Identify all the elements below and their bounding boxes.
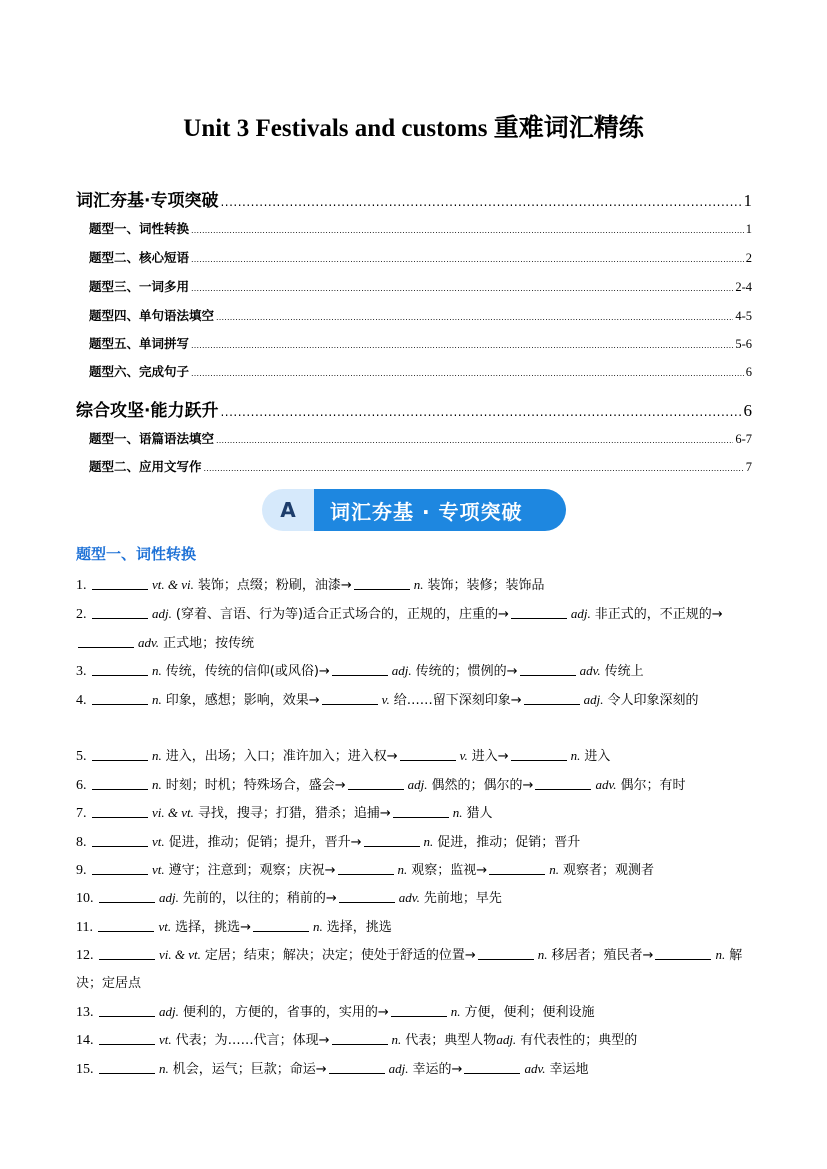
- toc-entry[interactable]: [89, 306, 752, 324]
- toc-page-number: 6: [745, 365, 752, 379]
- toc-page-number: 2: [745, 251, 752, 265]
- exercise-item: [76, 571, 752, 600]
- definition-text: 印象，感想；影响，效果→: [165, 693, 320, 708]
- definition-text: 非正式的，不正规的→: [594, 607, 723, 622]
- exercise-item: [76, 686, 752, 715]
- part-of-speech: n.: [152, 748, 162, 763]
- part-of-speech: n.: [152, 692, 162, 707]
- exercise-item: [76, 998, 752, 1027]
- section-banner: [262, 489, 566, 531]
- answer-blank[interactable]: [391, 1002, 447, 1017]
- item-number: 11.: [76, 920, 97, 935]
- definition-text: 给……留下深刻印象→: [393, 693, 522, 708]
- item-number: 9.: [76, 863, 90, 878]
- toc-entry[interactable]: [89, 248, 752, 266]
- answer-blank[interactable]: [99, 945, 155, 960]
- part-of-speech: adj.: [570, 606, 591, 621]
- answer-blank[interactable]: [364, 832, 420, 847]
- answer-blank[interactable]: [99, 888, 155, 903]
- definition-text: 解决；定居点: [76, 948, 743, 991]
- part-of-speech: vi. & vt.: [159, 947, 201, 962]
- definition-text: (穿着、言语、行为等)适合正式场合的，正规的，庄重的→: [175, 607, 509, 622]
- answer-blank[interactable]: [99, 1002, 155, 1017]
- definition-text: 代表；为……代言；体现→: [175, 1033, 330, 1048]
- part-of-speech: adv.: [524, 1061, 546, 1076]
- part-of-speech: n.: [313, 919, 323, 934]
- item-number: 2.: [76, 607, 90, 622]
- exercise-item: [76, 828, 752, 857]
- definition-text: 传统的；惯例的→: [415, 664, 518, 679]
- definition-text: 选择，挑选→: [175, 920, 252, 935]
- page-title: Unit 3 Festivals and customs 重难词汇精练: [183, 115, 644, 142]
- answer-blank[interactable]: [464, 1059, 520, 1074]
- definition-text: 装饰；点缀；粉刷，油漆→: [197, 578, 352, 593]
- banner-title: 词汇夯基 · 专项突破: [314, 489, 566, 531]
- item-number: 4.: [76, 693, 90, 708]
- exercise-item: [76, 1026, 752, 1055]
- part-of-speech: adv.: [138, 635, 160, 650]
- item-number: 8.: [76, 835, 90, 850]
- definition-text: 选择，挑选: [326, 920, 392, 935]
- answer-blank[interactable]: [99, 1030, 155, 1045]
- answer-blank[interactable]: [92, 775, 148, 790]
- toc-leader: [191, 284, 733, 293]
- item-number: 1.: [76, 578, 90, 593]
- part-of-speech: n.: [152, 663, 162, 678]
- exercise-item: [76, 771, 752, 800]
- definition-text: 方便，便利；便利设施: [464, 1005, 595, 1020]
- toc-leader: [220, 195, 741, 209]
- section-heading: 题型一、词性转换: [76, 545, 197, 563]
- toc-page-number: 5-6: [735, 337, 752, 351]
- definition-text: 代表；典型人物: [405, 1033, 497, 1048]
- item-number: 7.: [76, 806, 90, 821]
- definition-text: 促进，推动；促销；提升，晋升→: [168, 835, 362, 850]
- toc-label: 题型一、词性转换: [89, 221, 190, 236]
- exercise-item: [76, 941, 752, 998]
- part-of-speech: adj.: [159, 890, 179, 905]
- definition-text: 偶尔；有时: [620, 778, 686, 793]
- part-of-speech: n.: [423, 834, 434, 849]
- toc-entry[interactable]: [76, 396, 752, 421]
- part-of-speech: vt.: [158, 919, 172, 934]
- answer-blank[interactable]: [92, 860, 148, 875]
- exercise-item: [76, 884, 752, 913]
- answer-blank[interactable]: [478, 945, 534, 960]
- toc-label: 题型五、单词拼写: [89, 336, 190, 351]
- part-of-speech: n.: [537, 947, 548, 962]
- answer-blank[interactable]: [354, 575, 410, 590]
- definition-text: 移居者；殖民者→: [551, 948, 654, 963]
- toc-leader: [191, 255, 744, 264]
- part-of-speech: v.: [381, 692, 390, 707]
- toc-label: 题型二、核心短语: [89, 250, 190, 265]
- answer-blank[interactable]: [332, 661, 388, 676]
- toc-page-number: 1: [743, 191, 752, 210]
- item-number: 6.: [76, 778, 90, 793]
- toc-entry[interactable]: [89, 362, 752, 380]
- answer-blank[interactable]: [400, 746, 456, 761]
- definition-text: 正式地；按传统: [163, 636, 255, 651]
- toc-label: 题型六、完成句子: [89, 364, 190, 379]
- toc-entry[interactable]: [89, 277, 752, 295]
- answer-blank[interactable]: [524, 690, 580, 705]
- definition-text: 先前地；早先: [423, 891, 502, 906]
- definition-text: 定居；结束；解决；决定；使处于舒适的位置→: [204, 948, 476, 963]
- definition-text: 幸运的→: [412, 1062, 463, 1077]
- part-of-speech: n.: [715, 947, 726, 962]
- part-of-speech: n.: [391, 1032, 402, 1047]
- answer-blank[interactable]: [92, 803, 148, 818]
- item-number: 15.: [76, 1062, 97, 1077]
- part-of-speech: n.: [450, 1004, 461, 1019]
- toc-label: 词汇夯基·专项突破: [76, 191, 219, 211]
- item-number: 5.: [76, 749, 90, 764]
- answer-blank[interactable]: [393, 803, 449, 818]
- answer-blank[interactable]: [98, 917, 154, 932]
- toc-label: 综合攻坚·能力跃升: [76, 401, 219, 421]
- part-of-speech: v.: [459, 748, 468, 763]
- definition-text: 传统上: [604, 664, 644, 679]
- definition-text: 猎人: [466, 806, 493, 821]
- part-of-speech: adv.: [398, 890, 420, 905]
- definition-text: 有代表性的；典型的: [520, 1033, 638, 1048]
- definition-text: 令人印象深刻的: [607, 693, 699, 708]
- toc-label: 题型三、一词多用: [89, 279, 190, 294]
- answer-blank[interactable]: [348, 775, 404, 790]
- answer-blank[interactable]: [92, 746, 148, 761]
- toc-entry[interactable]: [89, 334, 752, 352]
- part-of-speech: adj.: [391, 663, 412, 678]
- answer-blank[interactable]: [92, 832, 148, 847]
- toc-entry[interactable]: [89, 219, 752, 237]
- definition-text: 进入: [584, 749, 611, 764]
- toc-page-number: 6-7: [735, 432, 752, 446]
- definition-text: 进入，出场；入口；准许加入；进入权→: [165, 749, 398, 764]
- part-of-speech: n.: [397, 862, 408, 877]
- toc-page-number: 1: [745, 222, 752, 236]
- item-number: 12.: [76, 948, 97, 963]
- toc-leader: [204, 464, 744, 473]
- answer-blank[interactable]: [99, 1059, 155, 1074]
- toc-leader: [191, 226, 744, 235]
- answer-blank[interactable]: [322, 690, 378, 705]
- definition-text: 进入→: [471, 749, 509, 764]
- toc-label: 题型四、单句语法填空: [89, 308, 215, 323]
- definition-text: 观察者；观测者: [562, 863, 654, 878]
- answer-blank[interactable]: [92, 661, 148, 676]
- toc-leader: [216, 436, 733, 445]
- answer-blank[interactable]: [92, 575, 148, 590]
- part-of-speech: adj.: [496, 1032, 517, 1047]
- definition-text: 机会，运气；巨款；命运→: [172, 1062, 327, 1077]
- answer-blank[interactable]: [329, 1059, 385, 1074]
- toc-label: 题型二、应用文写作: [89, 459, 202, 474]
- exercise-item: [76, 799, 752, 828]
- definition-text: 传统，传统的信仰(或风俗)→: [165, 664, 330, 679]
- toc-page-number: 4-5: [735, 309, 752, 323]
- item-number: 3.: [76, 664, 90, 679]
- definition-text: 时刻；时机；特殊场合，盛会→: [165, 778, 346, 793]
- answer-blank[interactable]: [520, 661, 576, 676]
- toc-entry[interactable]: [89, 457, 752, 475]
- part-of-speech: adj.: [388, 1061, 409, 1076]
- part-of-speech: adj.: [407, 777, 428, 792]
- exercise-item: [76, 856, 752, 885]
- banner-letter: A: [262, 489, 314, 531]
- part-of-speech: vt.: [152, 862, 165, 877]
- toc-entry[interactable]: [76, 186, 752, 211]
- definition-text: 幸运地: [549, 1062, 589, 1077]
- part-of-speech: n.: [549, 862, 559, 877]
- exercise-item: [76, 1055, 752, 1084]
- definition-text: 偶然的；偶尔的→: [431, 778, 534, 793]
- definition-text: 先前的，以往的；稍前的→: [182, 891, 337, 906]
- answer-blank[interactable]: [92, 604, 148, 619]
- part-of-speech: n.: [452, 805, 463, 820]
- part-of-speech: adj.: [583, 692, 604, 707]
- part-of-speech: vt.: [159, 1032, 172, 1047]
- answer-blank[interactable]: [489, 860, 545, 875]
- answer-blank[interactable]: [339, 888, 395, 903]
- answer-blank[interactable]: [511, 746, 567, 761]
- part-of-speech: adv.: [595, 777, 617, 792]
- part-of-speech: vt.: [152, 834, 165, 849]
- item-number: 13.: [76, 1005, 97, 1020]
- answer-blank[interactable]: [332, 1030, 388, 1045]
- part-of-speech: n.: [413, 577, 424, 592]
- exercise-item: [76, 913, 752, 942]
- exercise-item: [76, 742, 752, 771]
- toc-page-number: 6: [743, 401, 752, 420]
- item-number: 14.: [76, 1033, 97, 1048]
- answer-blank[interactable]: [655, 945, 711, 960]
- toc-label: 题型一、语篇语法填空: [89, 431, 215, 446]
- definition-text: 促进，推动；促销；晋升: [437, 835, 581, 850]
- part-of-speech: n.: [159, 1061, 169, 1076]
- answer-blank[interactable]: [253, 917, 309, 932]
- exercise-item: [76, 600, 752, 658]
- part-of-speech: vt. & vi.: [152, 577, 194, 592]
- answer-blank[interactable]: [78, 633, 134, 648]
- part-of-speech: adv.: [579, 663, 601, 678]
- item-number: 10.: [76, 891, 97, 906]
- toc-page-number: 2-4: [735, 280, 752, 294]
- definition-text: 寻找，搜寻；打猎，猎杀；追捕→: [197, 806, 391, 821]
- part-of-speech: vi. & vt.: [152, 805, 194, 820]
- part-of-speech: n.: [570, 748, 581, 763]
- toc-page-number: 7: [745, 460, 752, 474]
- exercise-item: [76, 657, 752, 686]
- toc-leader: [216, 313, 733, 322]
- part-of-speech: adj.: [152, 606, 172, 621]
- toc-entry[interactable]: [89, 429, 752, 447]
- toc-leader: [191, 341, 733, 350]
- definition-text: 观察；监视→: [411, 863, 488, 878]
- definition-text: 遵守；注意到；观察；庆祝→: [168, 863, 336, 878]
- toc-leader: [191, 369, 744, 378]
- answer-blank[interactable]: [92, 690, 148, 705]
- definition-text: 便利的，方便的，省事的，实用的→: [182, 1005, 389, 1020]
- answer-blank[interactable]: [511, 604, 567, 619]
- answer-blank[interactable]: [535, 775, 591, 790]
- definition-text: 装饰；装修；装饰品: [427, 578, 545, 593]
- part-of-speech: adj.: [159, 1004, 179, 1019]
- toc-leader: [220, 405, 741, 419]
- part-of-speech: n.: [152, 777, 162, 792]
- answer-blank[interactable]: [338, 860, 394, 875]
